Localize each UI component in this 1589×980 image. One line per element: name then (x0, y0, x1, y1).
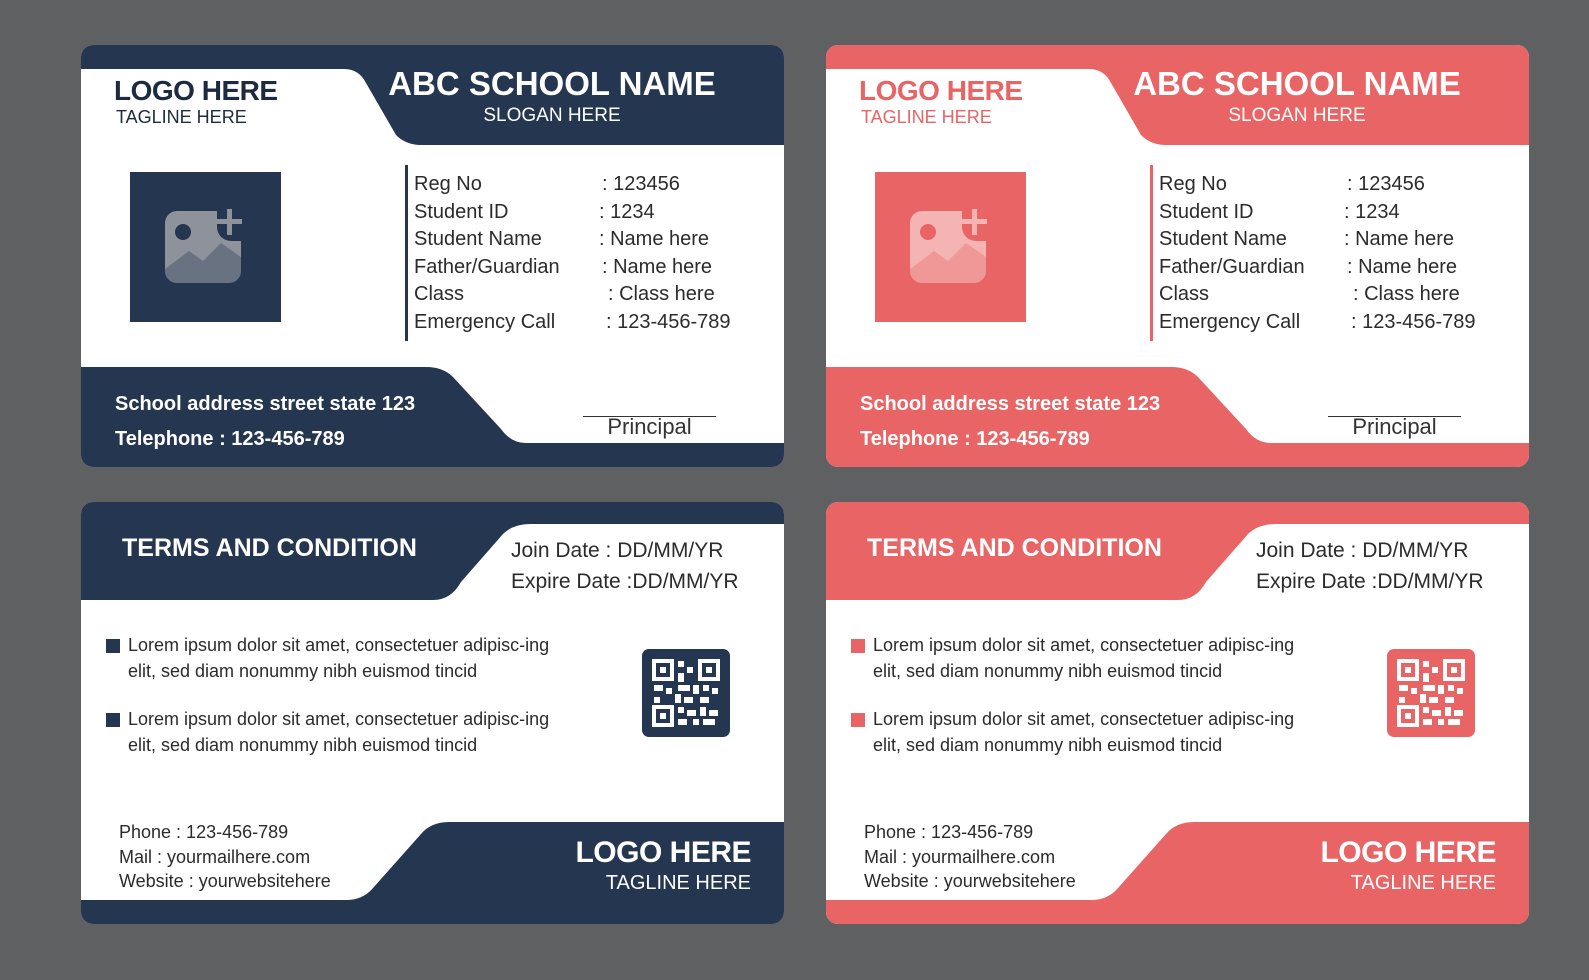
field-value: : Name here (602, 255, 713, 278)
field-value: : 123-456-789 (1351, 310, 1476, 333)
school-address: School address street state 123 (115, 393, 416, 415)
divider-line (405, 165, 408, 341)
contact-info (864, 820, 1076, 894)
field-label: Student Name (1159, 228, 1287, 251)
terms-bullet (106, 706, 576, 758)
expire-date: Expire Date :DD/MM/YR (511, 570, 739, 593)
contact-phone: Phone : 123-456-789 (864, 822, 1034, 842)
slogan-text: SLOGAN HERE (483, 105, 621, 126)
field-label: Reg No (1159, 173, 1227, 195)
field-label: Class (414, 283, 465, 306)
terms-title: TERMS AND CONDITION (867, 534, 1162, 562)
info-row-class (1159, 281, 1460, 309)
bullet-square-icon (106, 639, 120, 653)
logo-text: LOGO HERE (575, 836, 751, 869)
field-value: : 123456 (1347, 173, 1425, 195)
add-image-icon (163, 205, 247, 289)
terms-title: TERMS AND CONDITION (122, 534, 417, 562)
info-row-class (414, 281, 715, 309)
field-value: : Name here (1347, 255, 1458, 278)
terms-bullet (851, 632, 1321, 684)
bullet-square-icon (106, 713, 120, 727)
join-date: Join Date : DD/MM/YR (511, 539, 724, 562)
id-card-back-navy (81, 502, 784, 924)
contact-website: Website : yourwebsitehere (864, 871, 1076, 891)
field-value: : Class here (1353, 283, 1460, 306)
school-name: ABC SCHOOL NAME (1133, 65, 1461, 102)
info-row-reg (1159, 171, 1425, 199)
validity-dates (1256, 535, 1484, 597)
info-row-guardian (1159, 254, 1458, 282)
field-label: Emergency Call (414, 310, 556, 333)
field-label: Father/Guardian (1159, 255, 1305, 278)
tagline-text: TAGLINE HERE (861, 107, 992, 127)
tagline-text: TAGLINE HERE (605, 872, 751, 894)
info-row-emergency (414, 309, 731, 337)
info-row-emergency (1159, 309, 1476, 337)
contact-phone: Phone : 123-456-789 (119, 822, 289, 842)
field-value: : 1234 (599, 200, 655, 223)
qr-code-icon (1396, 658, 1466, 728)
field-value: : 1234 (1344, 200, 1400, 223)
logo-text: LOGO HERE (1320, 836, 1496, 869)
id-card-front-navy (81, 45, 784, 467)
divider-line (1150, 165, 1153, 341)
photo-placeholder (875, 172, 1026, 322)
field-label: Student ID (414, 200, 509, 223)
signature-label: Principal (1352, 414, 1437, 439)
logo-text: LOGO HERE (114, 75, 278, 106)
id-card-front-coral (826, 45, 1529, 467)
student-info (414, 171, 731, 337)
field-value: : Class here (608, 283, 715, 306)
school-telephone: Telephone : 123-456-789 (115, 428, 345, 450)
qr-code (642, 649, 730, 737)
contact-info (119, 820, 331, 894)
terms-bullet (851, 706, 1321, 758)
bullet-square-icon (851, 639, 865, 653)
student-info (1159, 171, 1476, 337)
field-label: Class (1159, 283, 1210, 306)
field-value: : Name here (1344, 228, 1455, 251)
info-row-reg (414, 171, 680, 199)
field-label: Father/Guardian (414, 255, 560, 278)
tagline-text: TAGLINE HERE (116, 107, 247, 127)
slogan-text: SLOGAN HERE (1228, 105, 1366, 126)
join-date: Join Date : DD/MM/YR (1256, 539, 1469, 562)
info-row-id (414, 199, 655, 227)
info-row-guardian (414, 254, 713, 282)
bullet-square-icon (851, 713, 865, 727)
contact-mail: Mail : yourmailhere.com (864, 846, 1056, 867)
info-row-name (1159, 226, 1455, 254)
bullet-text: Lorem ipsum dolor sit amet, consectetuer adipisc-ing elit, sed diam nonummy nibh euismod tincid (873, 709, 1295, 755)
field-value: : 123-456-789 (606, 310, 731, 333)
info-row-name (414, 226, 710, 254)
logo-text: LOGO HERE (859, 75, 1023, 106)
bullet-text: Lorem ipsum dolor sit amet, consectetuer adipisc-ing elit, sed diam nonummy nibh euismod tincid (128, 635, 550, 681)
contact-mail: Mail : yourmailhere.com (119, 846, 311, 867)
id-card-back-coral (826, 502, 1529, 924)
field-label: Reg No (414, 173, 482, 195)
field-label: Student Name (414, 228, 542, 251)
photo-placeholder (130, 172, 281, 322)
bullet-text: Lorem ipsum dolor sit amet, consectetuer adipisc-ing elit, sed diam nonummy nibh euismod tincid (128, 709, 550, 755)
qr-code (1387, 649, 1475, 737)
school-name: ABC SCHOOL NAME (388, 65, 716, 102)
validity-dates (511, 535, 739, 597)
qr-code-icon (651, 658, 721, 728)
terms-bullet (106, 632, 576, 684)
add-image-icon (908, 205, 992, 289)
signature-label: Principal (607, 414, 692, 439)
field-label: Student ID (1159, 200, 1254, 223)
field-label: Emergency Call (1159, 310, 1301, 333)
expire-date: Expire Date :DD/MM/YR (1256, 570, 1484, 593)
contact-website: Website : yourwebsitehere (119, 871, 331, 891)
field-value: : Name here (599, 228, 710, 251)
tagline-text: TAGLINE HERE (1350, 872, 1496, 894)
school-telephone: Telephone : 123-456-789 (860, 428, 1090, 450)
bullet-text: Lorem ipsum dolor sit amet, consectetuer adipisc-ing elit, sed diam nonummy nibh euismod tincid (873, 635, 1295, 681)
field-value: : 123456 (602, 173, 680, 195)
info-row-id (1159, 199, 1400, 227)
school-address: School address street state 123 (860, 393, 1161, 415)
